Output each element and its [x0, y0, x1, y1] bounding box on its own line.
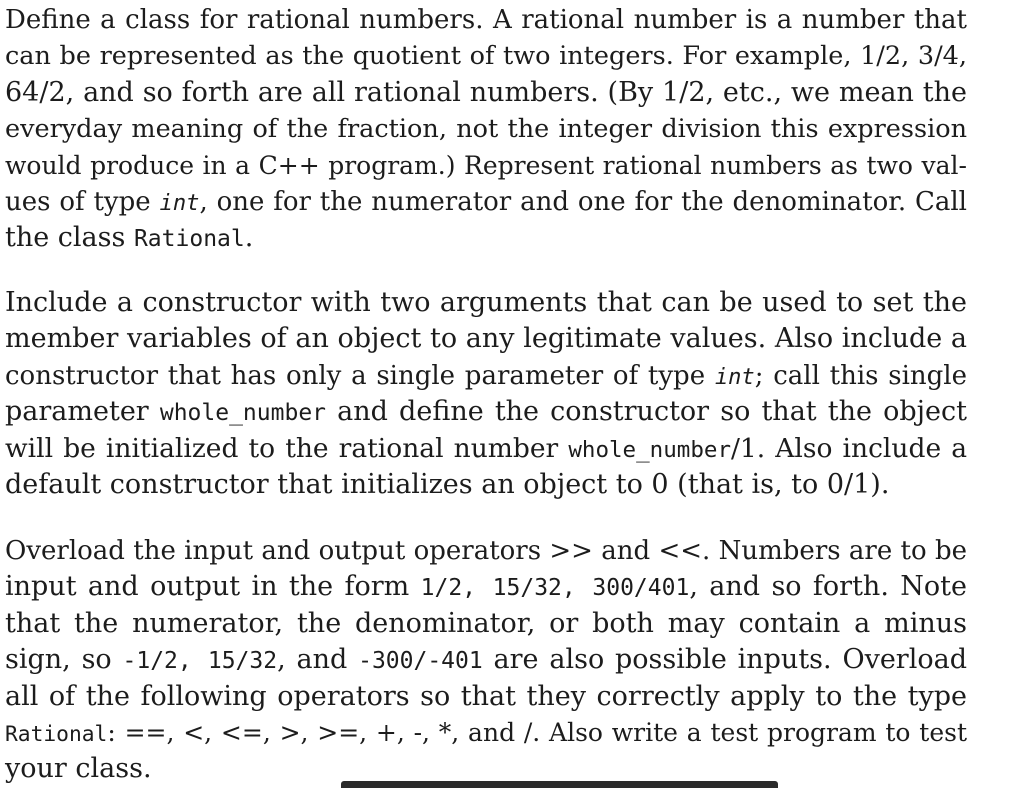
text-line: everyday meaning of the fraction, not the integer division this expression [5, 114, 967, 145]
paragraph-1 [5, 2, 967, 257]
text-line [5, 184, 967, 220]
text-line: Include a constructor with two arguments that can be used to set the [5, 287, 967, 318]
text-line [5, 715, 967, 751]
code-examples: -1/2, 15/32 [122, 648, 278, 675]
code-rational: Rational [5, 721, 108, 747]
text-run: , one for the numerator and one for the denominator. Call [199, 186, 968, 217]
paragraph-2 [5, 285, 967, 503]
code-examples: 1/2, 15/32, 300/401 [420, 575, 690, 602]
text-line: can be represented as the quotient of two integers. For example, 1/2, 3/4, [5, 41, 967, 72]
text-line: 64/2, and so forth are all rational numbers. (By 1/2, etc., we mean the [5, 76, 967, 108]
text-line: that the numerator, the denominator, or both may contain a minus [5, 607, 967, 639]
text-line: member variables of an object to any legitimate values. Also include a [5, 323, 967, 355]
text-line: all of the following operators so that they correctly apply to the type [5, 680, 967, 712]
text-run: parameter [5, 396, 160, 428]
text-run: sign, so [5, 644, 123, 676]
text-run: are also possible inputs. Overload [482, 644, 967, 676]
text-run: ues of type [5, 186, 160, 217]
code-int: int [714, 363, 755, 390]
text-line [5, 431, 967, 467]
text-run: : ==, <, <=, >, >=, +, -, *, and /. Also write a test program to test [107, 717, 967, 747]
code-int: int [159, 189, 200, 216]
text-run: . [244, 222, 254, 254]
text-line: Define a class for rational numbers. A rational number is a number that [5, 5, 967, 35]
text-line: your class. [5, 753, 152, 785]
text-line [5, 358, 967, 394]
text-run: , and so forth. Note [689, 571, 967, 603]
text-line [5, 220, 967, 256]
text-line: Overload the input and output operators >> and <<. Numbers are to be [5, 536, 967, 566]
text-run: the class [5, 222, 134, 254]
text-run: constructor that has only a single parameter of type [5, 360, 715, 391]
text-run: /1. Also include a [731, 432, 968, 464]
text-line [5, 569, 967, 605]
horizontal-scrollbar[interactable] [341, 781, 778, 788]
text-run: and define the constructor so that the object [326, 396, 967, 428]
code-whole-number: whole_number [159, 400, 327, 427]
text-run: ; call this single [754, 360, 967, 391]
code-examples: -300/-401 [358, 648, 483, 675]
code-rational: Rational [133, 226, 245, 253]
text-run: will be initialized to the rational number [5, 432, 569, 464]
code-whole-number: whole_number [568, 436, 731, 463]
text-run: input and output in the form [5, 571, 421, 603]
text-line: default constructor that initializes an object to 0 (that is, to 0/1). [5, 468, 890, 500]
text-line: would produce in a C++ program.) Represent rational numbers as two val- [5, 150, 967, 180]
text-line [5, 642, 967, 678]
paragraph-3 [5, 533, 967, 788]
text-run: , and [277, 644, 359, 676]
text-line [5, 394, 967, 430]
